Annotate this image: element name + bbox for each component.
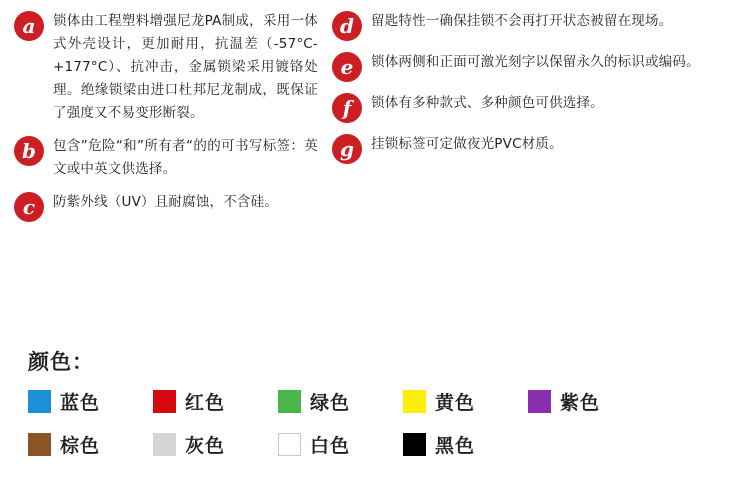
swatch-purple bbox=[528, 388, 653, 415]
swatch-label-gray: 灰色 bbox=[185, 435, 226, 457]
feature-badge-e: e bbox=[332, 52, 362, 82]
feature-badge-c: c bbox=[14, 192, 44, 222]
feature-item-g bbox=[332, 133, 728, 164]
feature-badge-b: b bbox=[14, 136, 44, 166]
swatch-box-purple bbox=[528, 390, 551, 413]
swatch-label-brown: 棕色 bbox=[60, 435, 101, 457]
swatch-label-blue: 蓝色 bbox=[60, 392, 101, 414]
swatch-box-red bbox=[153, 390, 176, 413]
feature-item-d bbox=[332, 10, 728, 41]
feature-badge-d: d bbox=[332, 11, 362, 41]
swatch-label-green: 绿色 bbox=[310, 392, 351, 414]
swatch-label-purple: 紫色 bbox=[560, 392, 601, 414]
swatch-yellow bbox=[403, 388, 528, 415]
feature-badge-f: f bbox=[332, 93, 362, 123]
feature-badge-a: a bbox=[14, 11, 44, 41]
swatch-label-white: 白色 bbox=[310, 435, 351, 457]
feature-text-a: 锁体由工程塑料增强尼龙PA制成，采用一体式外壳设计，更加耐用，抗温差（-57°C-+177°C）、抗冲击，金属锁梁采用镀铬处理。绝缘锁梁由进口杜邦尼龙制成，既保证了强度又不易变形断裂。 bbox=[53, 13, 318, 121]
feature-badge-g: g bbox=[332, 134, 362, 164]
feature-text-c: 防紫外线（UV）且耐腐蚀，不含硅。 bbox=[53, 194, 279, 210]
colors-section bbox=[28, 346, 728, 474]
swatch-blue bbox=[28, 388, 153, 415]
feature-text-e: 锁体两侧和正面可激光刻字以保留永久的标识或编码。 bbox=[371, 54, 700, 70]
swatch-white bbox=[278, 431, 403, 458]
feature-item-a bbox=[14, 10, 318, 125]
swatch-black bbox=[403, 431, 528, 458]
swatch-box-black bbox=[403, 433, 426, 456]
swatch-box-green bbox=[278, 390, 301, 413]
feature-text-d: 留匙特性一确保挂锁不会再打开状态被留在现场。 bbox=[371, 13, 673, 29]
feature-item-f bbox=[332, 92, 728, 123]
feature-text-b: 包含”危险“和”所有者“的的可书写标签：英文或中英文供选择。 bbox=[53, 138, 318, 177]
feature-text-g: 挂锁标签可定做夜光PVC材质。 bbox=[371, 136, 563, 152]
swatch-brown bbox=[28, 431, 153, 458]
colors-title: 颜色： bbox=[28, 350, 94, 374]
swatch-gray bbox=[153, 431, 278, 458]
feature-item-c bbox=[14, 191, 318, 222]
swatch-box-yellow bbox=[403, 390, 426, 413]
swatch-label-black: 黑色 bbox=[435, 435, 476, 457]
swatch-box-white bbox=[278, 433, 301, 456]
feature-column-right bbox=[324, 10, 728, 232]
feature-item-b bbox=[14, 135, 318, 181]
swatch-box-gray bbox=[153, 433, 176, 456]
swatch-green bbox=[278, 388, 403, 415]
feature-columns bbox=[0, 0, 750, 232]
swatch-label-red: 红色 bbox=[185, 392, 226, 414]
swatch-row-1 bbox=[28, 388, 728, 415]
swatch-red bbox=[153, 388, 278, 415]
swatch-row-2 bbox=[28, 431, 728, 458]
swatch-label-yellow: 黄色 bbox=[435, 392, 476, 414]
swatch-box-blue bbox=[28, 390, 51, 413]
feature-item-e bbox=[332, 51, 728, 82]
feature-column-left bbox=[14, 10, 324, 232]
feature-text-f: 锁体有多种款式、多种颜色可供选择。 bbox=[371, 95, 604, 111]
swatch-box-brown bbox=[28, 433, 51, 456]
